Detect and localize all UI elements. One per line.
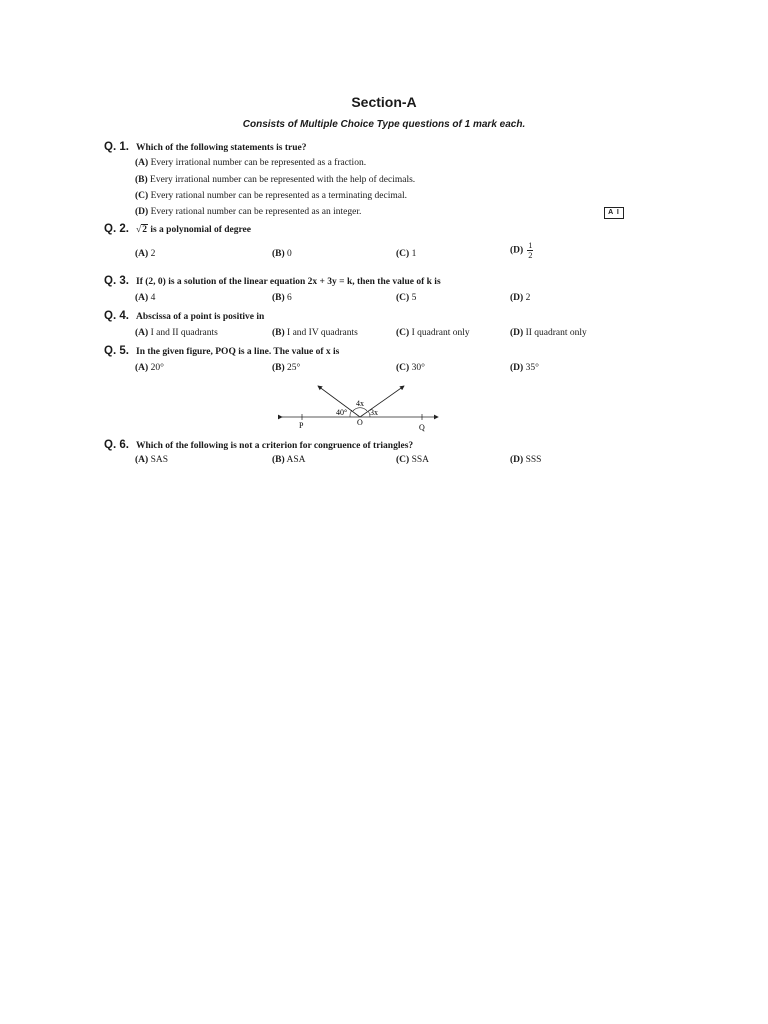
q1-option-b bbox=[135, 175, 415, 185]
option-label: (C) bbox=[396, 328, 410, 338]
fraction-denominator: 2 bbox=[528, 250, 533, 260]
q3-option-c bbox=[396, 293, 416, 303]
option-text: I and II quadrants bbox=[150, 328, 218, 338]
option-label: (A) bbox=[135, 455, 149, 465]
q6-option-d bbox=[510, 455, 541, 465]
option-label: (C) bbox=[396, 293, 410, 303]
option-text: 6 bbox=[287, 293, 292, 303]
label-o: O bbox=[357, 418, 363, 427]
q1-number: Q. 1. bbox=[104, 141, 129, 153]
option-label: (D) bbox=[135, 207, 149, 217]
sqrt-symbol: √2 bbox=[136, 225, 147, 235]
option-text: 25° bbox=[287, 363, 301, 373]
option-label: (D) bbox=[510, 293, 524, 303]
option-text: Every rational number can be represented as an integer. bbox=[150, 207, 362, 217]
q3-option-a bbox=[135, 293, 155, 303]
q1-option-c bbox=[135, 191, 407, 201]
option-text: Every irrational number can be represented with the help of decimals. bbox=[150, 175, 416, 185]
option-label: (A) bbox=[135, 328, 149, 338]
option-label: (D) bbox=[510, 245, 524, 256]
angle-arc-top bbox=[353, 408, 367, 411]
q5-option-b bbox=[272, 363, 300, 373]
label-4x: 4x bbox=[356, 399, 364, 408]
option-label: (B) bbox=[272, 293, 285, 303]
option-label: (B) bbox=[272, 363, 285, 373]
option-text: 2 bbox=[150, 249, 156, 259]
section-title: Section-A bbox=[351, 94, 417, 110]
option-label: (C) bbox=[396, 363, 410, 373]
q2-option-b bbox=[272, 249, 292, 259]
option-label: (C) bbox=[396, 455, 410, 465]
q5-text: In the given figure, POQ is a line. The value of x is bbox=[136, 347, 340, 357]
q2-text: is a polynomial of degree bbox=[150, 225, 251, 235]
option-label: (A) bbox=[135, 293, 149, 303]
q5-option-d bbox=[510, 363, 539, 373]
option-label: (D) bbox=[510, 455, 524, 465]
q2-option-c bbox=[396, 249, 416, 259]
q3-text: If (2, 0) is a solution of the linear equation 2x + 3y = k, then the value of k is bbox=[136, 277, 441, 287]
option-label: (A) bbox=[135, 363, 149, 373]
option-label: (B) bbox=[272, 249, 285, 259]
q3-option-d bbox=[510, 293, 530, 303]
option-text: 30° bbox=[411, 363, 425, 373]
option-text: 2 bbox=[525, 293, 531, 303]
option-text: 5 bbox=[411, 293, 417, 303]
option-label: (A) bbox=[135, 158, 149, 168]
q4-text: Abscissa of a point is positive in bbox=[136, 312, 265, 322]
option-text: SSS bbox=[525, 455, 542, 465]
q5-option-c bbox=[396, 363, 425, 373]
fraction bbox=[527, 241, 533, 260]
q5-option-a bbox=[135, 363, 164, 373]
q1-text: Which of the following statements is true? bbox=[136, 143, 307, 153]
option-label: (C) bbox=[396, 249, 410, 259]
q5-number: Q. 5. bbox=[104, 345, 129, 357]
option-label: (B) bbox=[135, 175, 148, 185]
option-text: II quadrant only bbox=[525, 328, 587, 338]
option-label: (A) bbox=[135, 249, 149, 259]
option-text: 1 bbox=[411, 249, 417, 259]
q6-option-c bbox=[396, 455, 429, 465]
label-40deg: 40° bbox=[336, 408, 348, 417]
option-text: I and IV quadrants bbox=[287, 328, 358, 338]
q4-number: Q. 4. bbox=[104, 310, 129, 322]
q5-figure bbox=[270, 380, 450, 436]
q2-option-d bbox=[510, 241, 533, 260]
label-3x: 3x bbox=[370, 408, 378, 417]
q6-option-a bbox=[135, 455, 168, 465]
q2-number: Q. 2. bbox=[104, 223, 129, 235]
option-text: SSA bbox=[411, 455, 430, 465]
q4-option-c bbox=[396, 328, 470, 338]
option-text: 35° bbox=[525, 363, 539, 373]
option-label: (C) bbox=[135, 191, 149, 201]
option-text: ASA bbox=[286, 455, 306, 465]
ray-right bbox=[360, 386, 404, 417]
option-label: (B) bbox=[272, 328, 285, 338]
option-text: 0 bbox=[287, 249, 292, 259]
section-subtitle: Consists of Multiple Choice Type questions of 1 mark each. bbox=[242, 119, 526, 130]
q6-text: Which of the following is not a criterion for congruence of triangles? bbox=[136, 441, 414, 451]
q2-option-a bbox=[135, 249, 155, 259]
q3-option-b bbox=[272, 293, 292, 303]
q2-text-line bbox=[136, 225, 251, 235]
option-label: (D) bbox=[510, 363, 524, 373]
option-label: (D) bbox=[510, 328, 524, 338]
q3-number: Q. 3. bbox=[104, 275, 129, 287]
option-label: (B) bbox=[272, 455, 285, 465]
option-text: I quadrant only bbox=[411, 328, 470, 338]
label-q: Q bbox=[419, 423, 425, 432]
sqrt-radicand: 2 bbox=[142, 225, 147, 235]
q1-option-d bbox=[135, 207, 361, 217]
q4-option-b bbox=[272, 328, 358, 338]
difficulty-badge: A I bbox=[604, 207, 624, 219]
fraction-numerator: 1 bbox=[528, 240, 533, 250]
q4-option-a bbox=[135, 328, 218, 338]
option-text: 4 bbox=[150, 293, 156, 303]
q6-option-b bbox=[272, 455, 306, 465]
q4-option-d bbox=[510, 328, 587, 338]
option-text: Every irrational number can be represented as a fraction. bbox=[150, 158, 367, 168]
option-text: SAS bbox=[150, 455, 169, 465]
option-text: 20° bbox=[150, 363, 164, 373]
q6-number: Q. 6. bbox=[104, 439, 129, 451]
option-text: Every rational number can be represented as a terminating decimal. bbox=[150, 191, 407, 201]
q1-option-a bbox=[135, 158, 366, 168]
label-p: P bbox=[299, 421, 304, 430]
